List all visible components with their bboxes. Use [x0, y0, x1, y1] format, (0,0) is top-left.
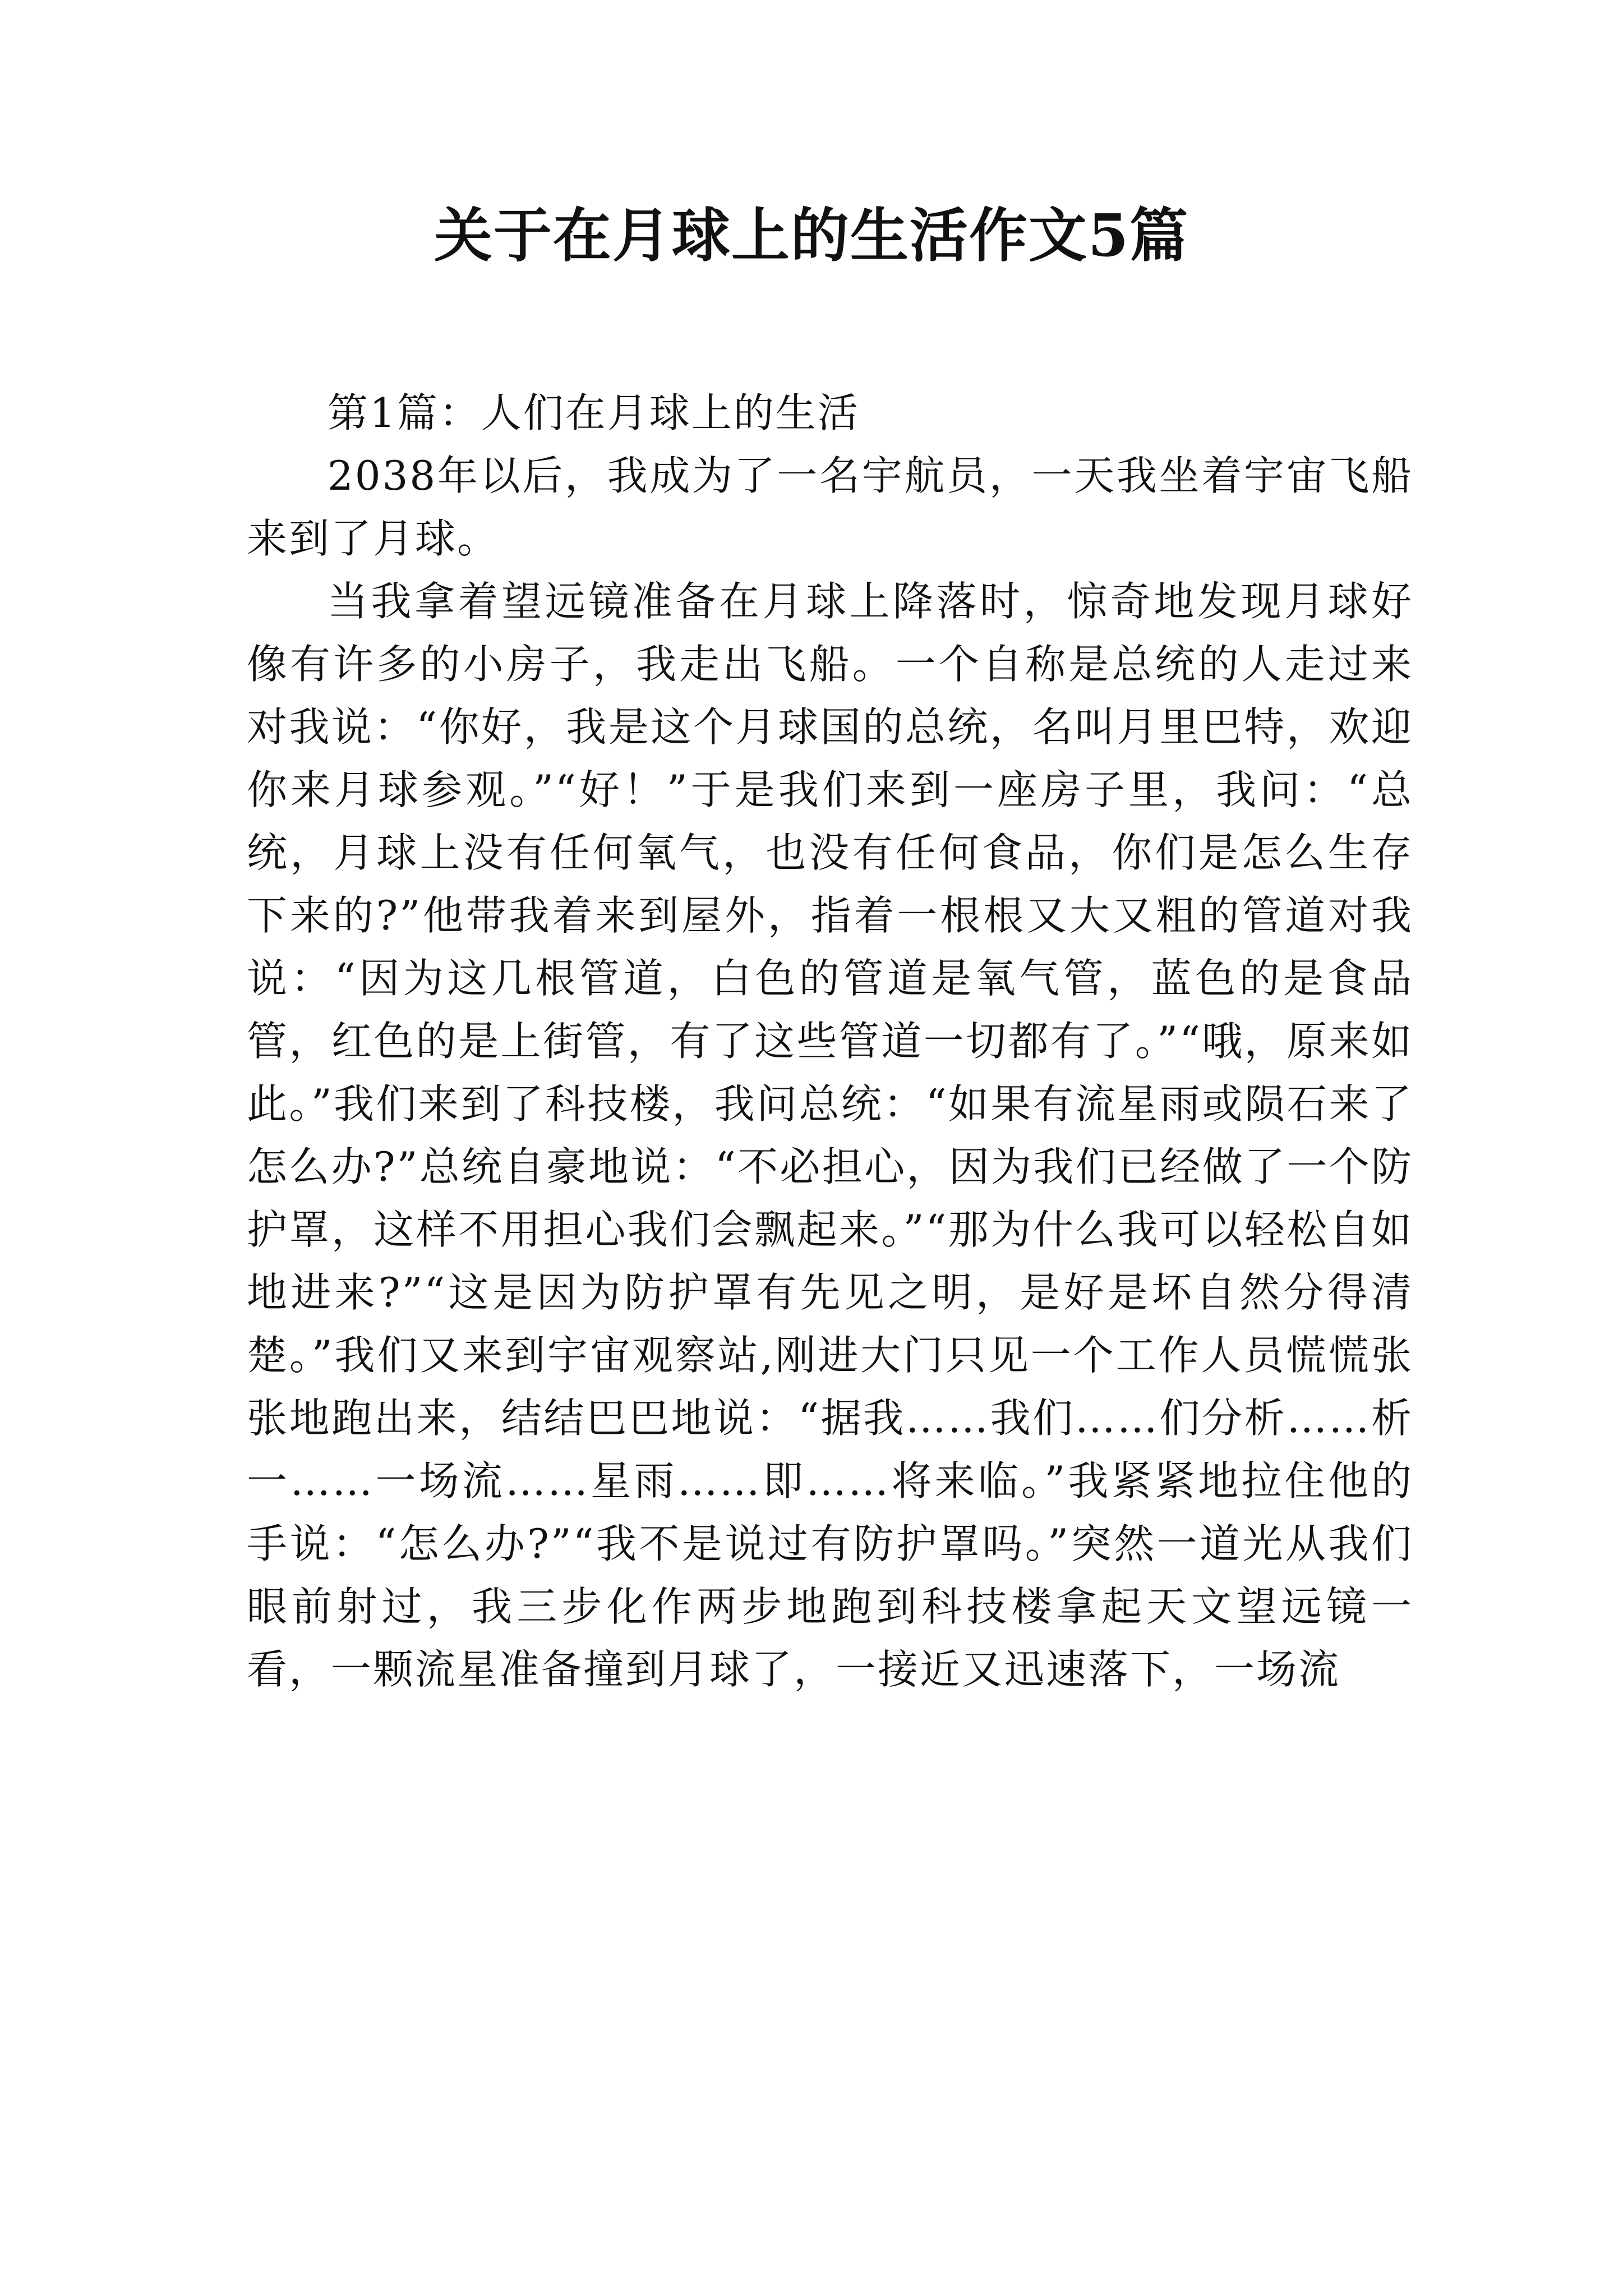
paragraph: 当我拿着望远镜准备在月球上降落时，惊奇地发现月球好像有许多的小房子，我走出飞船。一个自称是总统的人走过来对我说：“你好，我是这个月球国的总统，名叫月里巴特，欢迎你来月球参观。”“好！”于是我们来到一座房子里，我问：“总统，月球上没有任何氧气，也没有任何食品，你们是怎么生存下来的?”他带我着来到屋外，指着一根根又大又粗的管道对我说：“因为这几根管道，白色的管道是氧气管，蓝色的是食品管，红色的是上街管，有了这些管道一切都有了。”“哦，原来如此。”我们来到了科技楼，我问总统：“如果有流星雨或陨石来了怎么办?”总统自豪地说：“不必担心，因为我们已经做了一个防护罩，这样不用担心我们会飘起来。”“那为什么我可以轻松自如地进来?”“这是因为防护罩有先见之明，是好是坏自然分得清楚。”我们又来到宇宙观察站,刚进大门只见一个工作人员慌慌张张地跑出来，结结巴巴地说：“据我……我们……们分析……析一……一场流……星雨……即……将来临。”我紧紧地拉住他的手说：“怎么办?”“我不是说过有防护罩吗。”突然一道光从我们眼前射过，我三步化作两步地跑到科技楼拿起天文望远镜一看，一颗流星准备撞到月球了，一接近又迅速落下，一场流 [247, 578, 1413, 1693]
document-body [247, 381, 1413, 1701]
section-heading: 第1篇：人们在月球上的生活 [328, 389, 860, 436]
document-title: 关于在月球上的生活作文5篇 [434, 201, 1189, 270]
paragraph: 2038年以后，我成为了一名宇航员，一天我坐着宇宙飞船来到了月球。 [247, 452, 1413, 562]
